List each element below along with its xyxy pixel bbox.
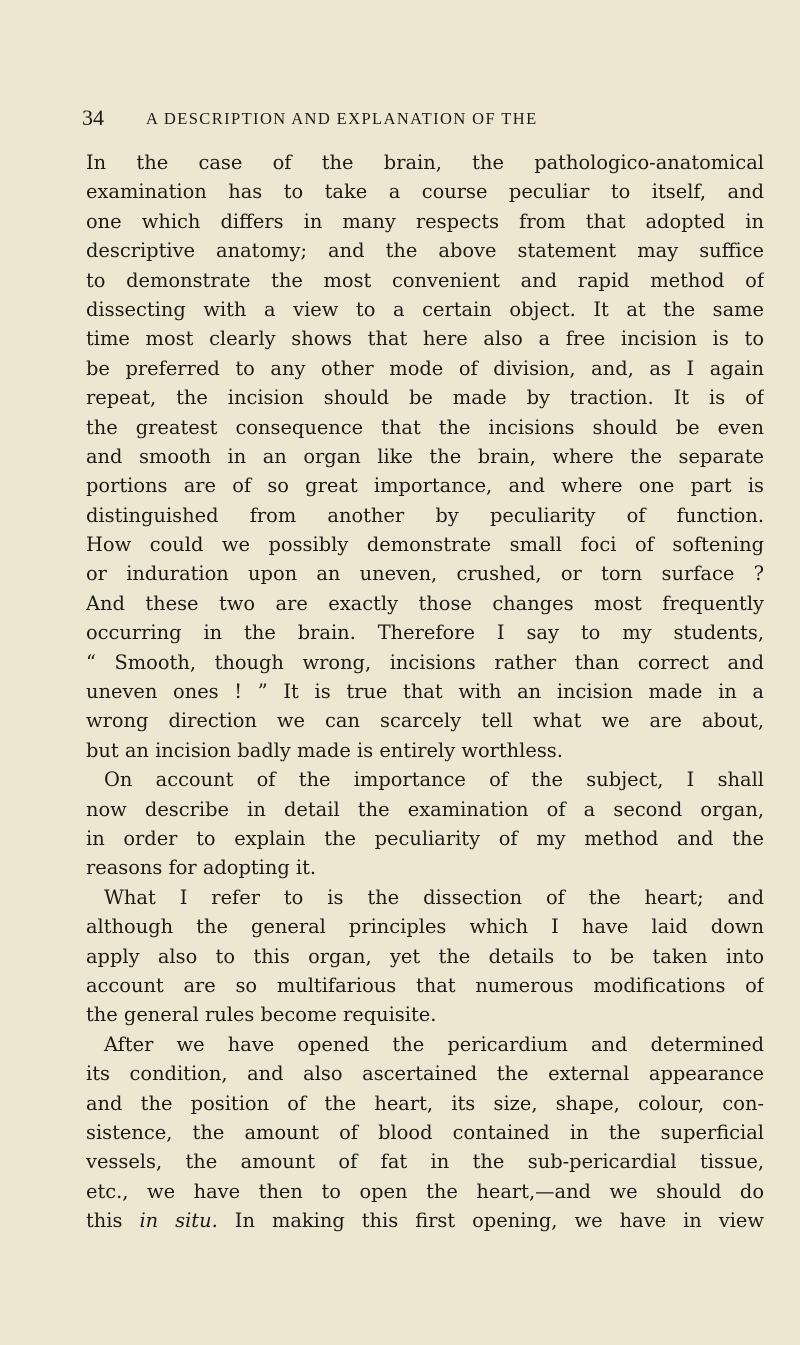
body-text [86,148,764,1235]
text-line: examination has to take a course peculiar to itself, and [86,180,764,204]
text-line: What I refer to is the dissection of the heart; and [104,885,764,909]
text-line: “ Smooth, though wrong, incisions rather than correct and [86,650,764,674]
text-line: one which differs in many respects from that adopted in [86,209,764,233]
text-line: now describe in detail the examination of a second organ, [86,797,764,821]
text-line: After we have opened the pericardium and determined [104,1032,764,1056]
text-line: although the general principles which I have laid down [86,915,764,939]
text-line: reasons for adopting it. [86,856,317,880]
text-line: but an incision badly made is entirely worthless. [86,738,563,762]
text-line: and smooth in an organ like the brain, where the separate [86,444,764,468]
text-line: descriptive anatomy; and the above statement may suffice [86,239,764,263]
text-line: sistence, the amount of blood contained in the superficial [86,1120,764,1144]
text-line: account are so multifarious that numerous modifications of [86,973,764,997]
text-line-final [86,1206,764,1235]
text-line: be preferred to any other mode of division, and, as I again [86,356,764,380]
text-line: uneven ones ! ” It is true that with an incision made in a [86,680,764,704]
italic-phrase: in situ. [139,1209,218,1233]
text-line: in order to explain the peculiarity of my method and the [86,826,764,850]
text-line: How could we possibly demonstrate small foci of softening [86,533,764,557]
text-line: time most clearly shows that here also a free incision is to [86,327,764,351]
text-line: On account of the importance of the subject, I shall [104,768,764,792]
text-line: or induration upon an uneven, crushed, or torn surface ? [86,562,764,586]
text-segment: this [86,1209,140,1233]
page-number: 34 [82,105,104,130]
text-line: to demonstrate the most convenient and rapid method of [86,268,764,292]
text-line: occurring in the brain. Therefore I say to my students, [86,621,764,645]
text-line: the greatest consequence that the incisions should be even [86,415,764,439]
text-line: the general rules become requisite. [86,1003,437,1027]
text-line: vessels, the amount of fat in the sub-pericardial tissue, [86,1150,764,1174]
text-line: wrong direction we can scarcely tell what we are about, [86,709,764,733]
text-line: and the position of the heart, its size, shape, colour, con- [86,1091,764,1115]
text-line: its condition, and also ascertained the external appearance [86,1062,764,1086]
text-line: etc., we have then to open the heart,—and we should do [86,1179,764,1203]
running-title: A DESCRIPTION AND EXPLANATION OF THE [146,109,538,128]
text-line: distinguished from another by peculiarity of function. [86,503,764,527]
text-line: apply also to this organ, yet the details to be taken into [86,944,764,968]
text-segment: In making this first opening, we have in view [217,1209,764,1233]
text-line: repeat, the incision should be made by traction. It is of [86,386,764,410]
text-line: portions are of so great importance, and where one part is [86,474,764,498]
text-line: And these two are exactly those changes most frequently [86,591,764,615]
text-line: dissecting with a view to a certain object. It at the same [86,297,764,321]
page-header [82,103,766,133]
text-line: In the case of the brain, the pathologico-anatomical [86,151,764,174]
